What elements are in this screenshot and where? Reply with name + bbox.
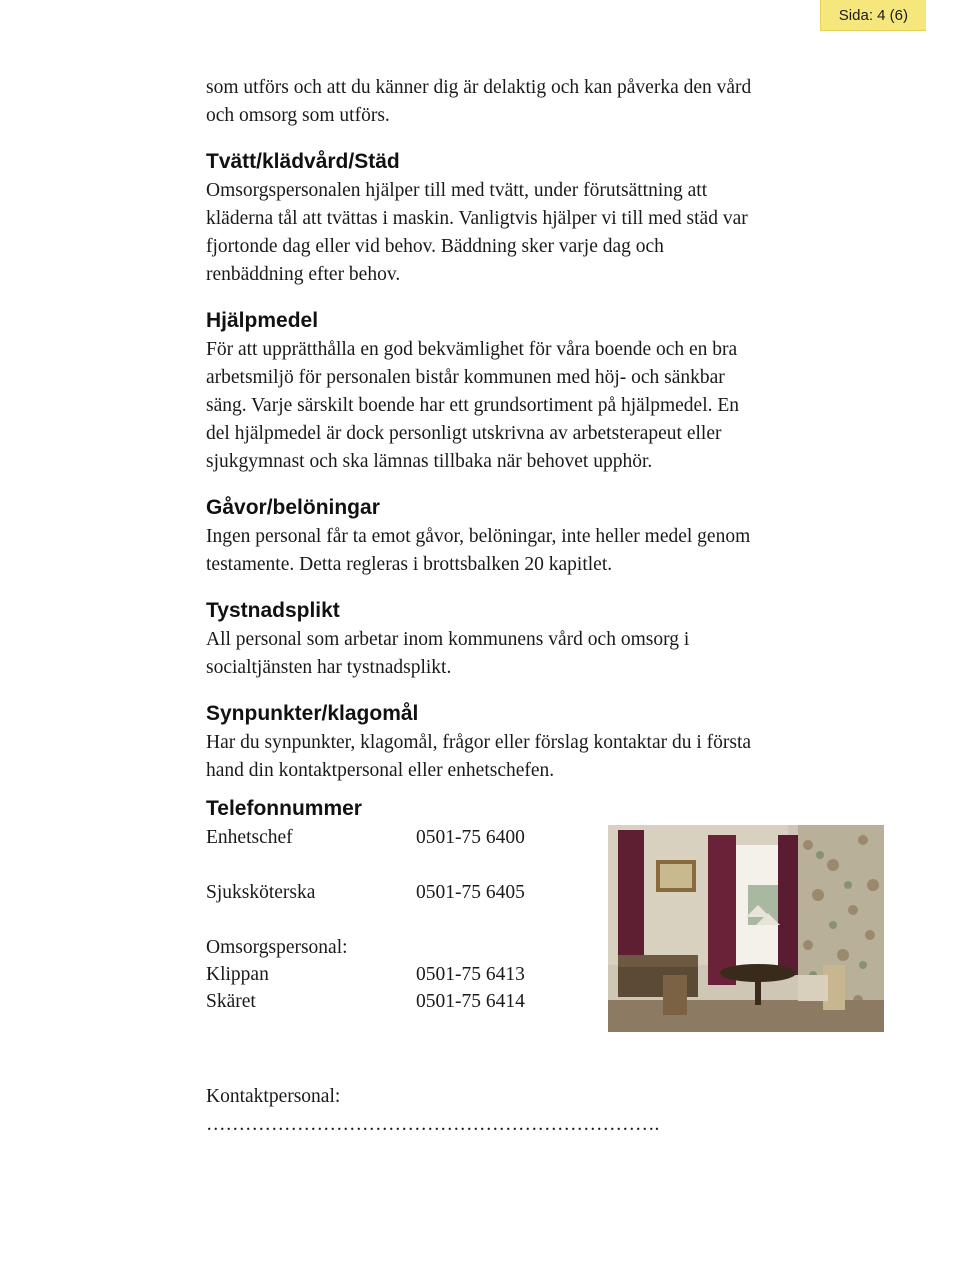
aids-heading: Hjälpmedel [206, 309, 319, 332]
phone-label: Skäret [206, 991, 256, 1012]
confidentiality-line: socialtjänsten har tystnadsplikt. [206, 657, 452, 678]
phone-label: Enhetschef [206, 827, 293, 848]
document-body [206, 74, 846, 785]
confidentiality-heading: Tystnadsplikt [206, 599, 340, 622]
intro-line-2: och omsorg som utförs. [206, 105, 390, 126]
contact-person-label: Kontaktpersonal: [206, 1086, 341, 1107]
phone-label: Klippan [206, 964, 269, 985]
phone-number: 0501-75 6414 [416, 991, 525, 1012]
laundry-line: Omsorgspersonalen hjälper till med tvätt, under förutsättning att [206, 180, 708, 201]
aids-line: del hjälpmedel är dock personligt utskrivna av arbetsterapeut eller [206, 423, 722, 444]
complaints-line: Har du synpunkter, klagomål, frågor eller förslag kontaktar du i första [206, 732, 752, 753]
room-photo [608, 825, 884, 1032]
aids-line: arbetsmiljö för personalen bistår kommunen med höj- och sänkbar [206, 367, 725, 388]
laundry-line: renbäddning efter behov. [206, 264, 401, 285]
page-number-badge: Sida: 4 (6) [820, 0, 926, 31]
phone-label: Sjuksköterska [206, 882, 316, 903]
aids-line: sjukgymnast och ska lämnas tillbaka när behovet upphör. [206, 451, 653, 472]
laundry-line: fjortonde dag eller vid behov. Bäddning sker varje dag och [206, 236, 664, 257]
care-staff-label: Omsorgspersonal: [206, 937, 348, 958]
contact-person-line: ……………………………………………………………. [206, 1114, 660, 1135]
aids-line: säng. Varje särskilt boende har ett grundsortiment på hjälpmedel. En [206, 395, 740, 416]
aids-line: För att upprätthålla en god bekvämlighet för våra boende och en bra [206, 339, 738, 360]
phone-heading: Telefonnummer [206, 797, 362, 820]
laundry-line: kläderna tål att tvättas i maskin. Vanligtvis hjälper vi till med städ var [206, 208, 748, 229]
gifts-line: Ingen personal får ta emot gåvor, belöningar, inte heller medel genom [206, 526, 751, 547]
complaints-heading: Synpunkter/klagomål [206, 702, 419, 725]
confidentiality-line: All personal som arbetar inom kommunens vård och omsorg i [206, 629, 690, 650]
laundry-heading: Tvätt/klädvård/Städ [206, 150, 400, 173]
intro-line-1: som utförs och att du känner dig är delaktig och kan påverka den vård [206, 77, 752, 98]
room-photo-illustration [608, 825, 884, 1032]
complaints-line: hand din kontaktpersonal eller enhetschefen. [206, 760, 555, 781]
phone-number: 0501-75 6413 [416, 964, 525, 985]
gifts-heading: Gåvor/belöningar [206, 496, 380, 519]
gifts-line: testamente. Detta regleras i brottsbalken 20 kapitlet. [206, 554, 613, 575]
phone-number: 0501-75 6400 [416, 827, 525, 848]
phone-number: 0501-75 6405 [416, 882, 525, 903]
